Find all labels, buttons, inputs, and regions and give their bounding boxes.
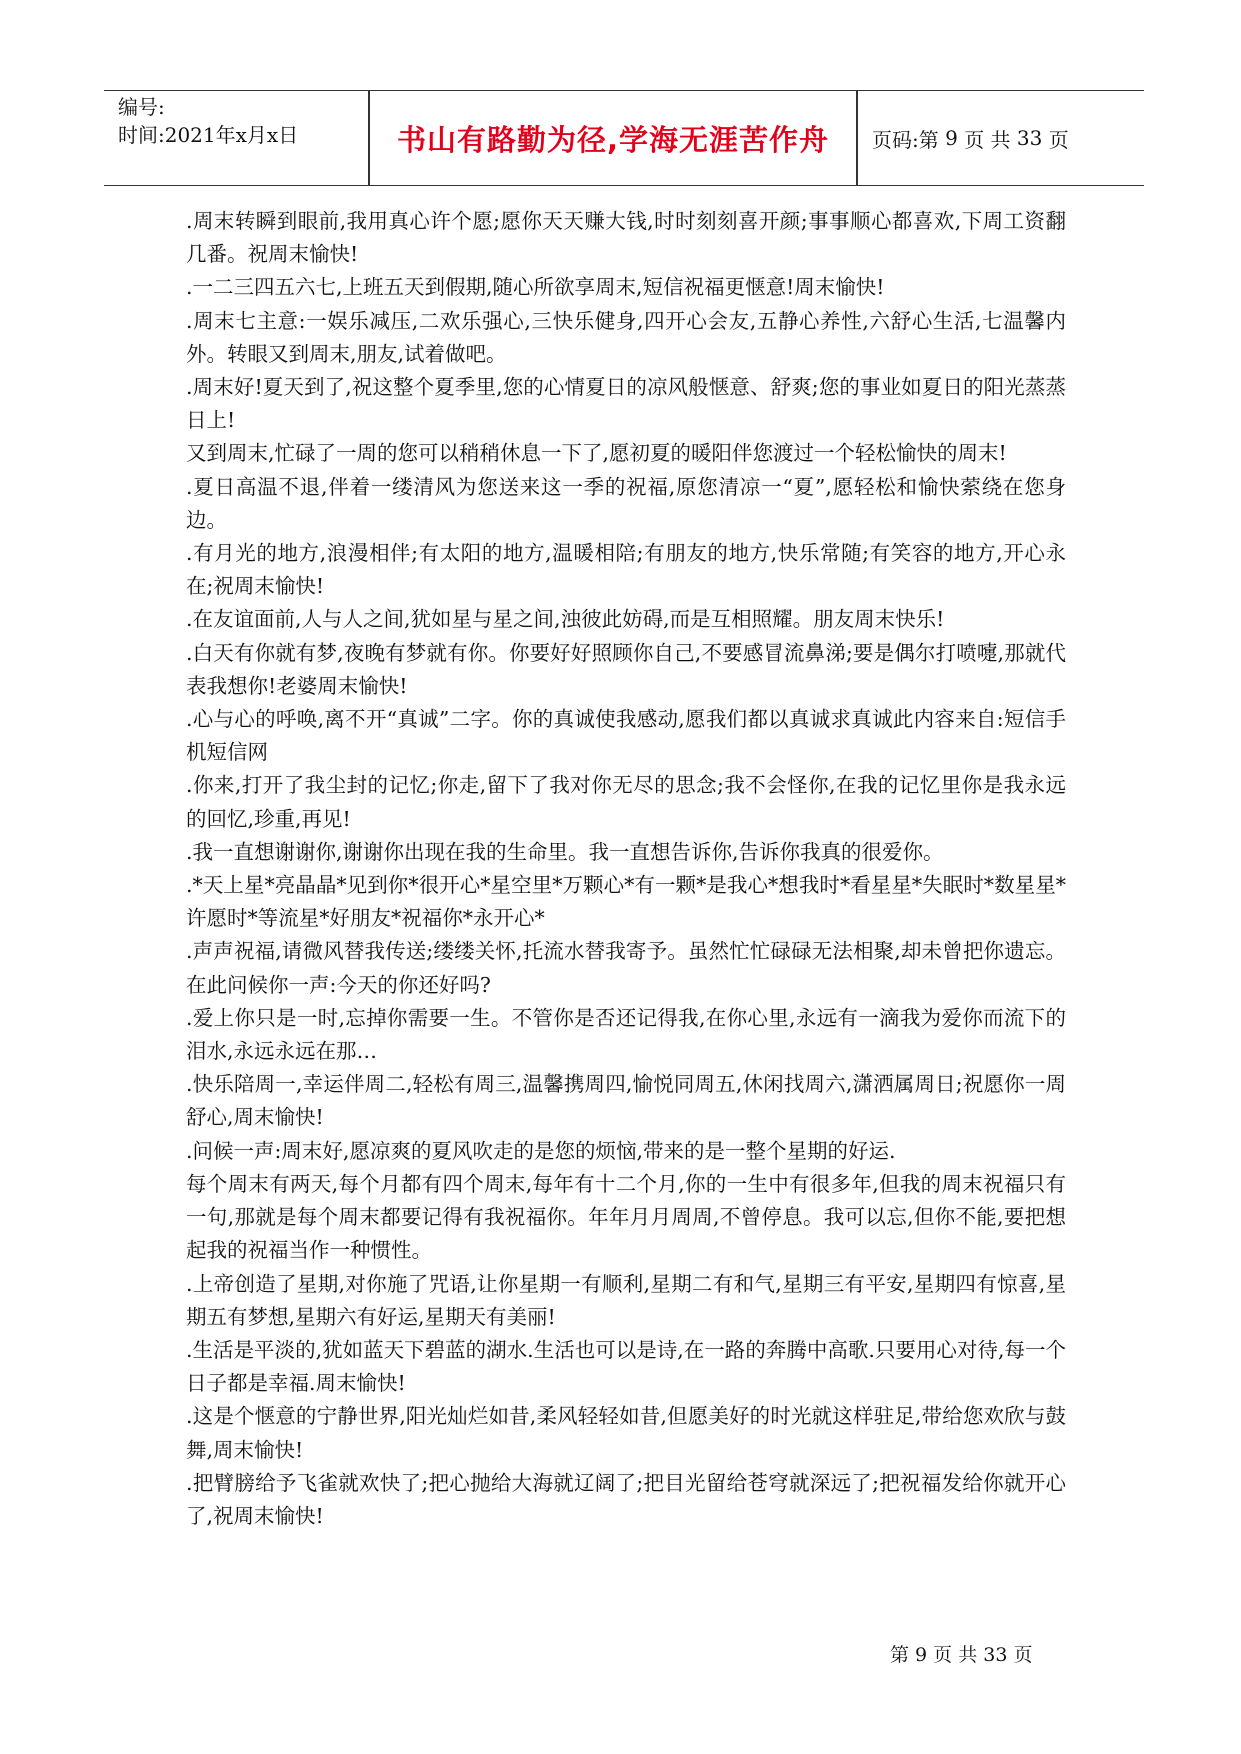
paragraph: .问候一声:周末好,愿凉爽的夏风吹走的是您的烦恼,带来的是一整个星期的好运. — [186, 1138, 896, 1163]
paragraph: .白天有你就有梦,夜晚有梦就有你。你要好好照顾你自己,不要感冒流鼻涕;要是偶尔打喷嚏,那就代表我想你!老婆周末愉快! — [186, 640, 1066, 698]
paragraph: .这是个惬意的宁静世界,阳光灿烂如昔,柔风轻轻如昔,但愿美好的时光就这样驻足,带给您欢欣与鼓舞,周末愉快! — [186, 1404, 1066, 1462]
paragraph: .夏日高温不退,伴着一缕清风为您送来这一季的祝福,原您清凉一“夏”,愿轻松和愉快萦绕在您身边。 — [186, 474, 1066, 532]
page-suffix: 页 — [1048, 127, 1069, 152]
paragraph: .你来,打开了我尘封的记忆;你走,留下了我对你无尽的思念;我不会怪你,在我的记忆里你是我永远的回忆,珍重,再见! — [186, 773, 1066, 831]
header-page-number — [864, 91, 1152, 185]
paragraph: .我一直想谢谢你,谢谢你出现在我的生命里。我一直想告诉你,告诉你我真的很爱你。 — [186, 839, 944, 864]
paragraph: .周末七主意:一娱乐减压,二欢乐强心,三快乐健身,四开心会友,五静心养性,六舒心生活,七温馨内外。转眼又到周末,朋友,试着做吧。 — [186, 308, 1066, 366]
paragraph: .上帝创造了星期,对你施了咒语,让你星期一有顺利,星期二有和气,星期三有平安,星期四有惊喜,星期五有梦想,星期六有好运,星期天有美丽! — [186, 1271, 1066, 1329]
number-label: 编号: — [118, 95, 165, 119]
paragraph: .生活是平淡的,犹如蓝天下碧蓝的湖水.生活也可以是诗,在一路的奔腾中高歌.只要用心对待,每一个日子都是幸福.周末愉快! — [186, 1337, 1066, 1396]
header-motto: 书山有路勤为径,学海无涯苦作舟 — [396, 122, 830, 157]
paragraph: .把臂膀给予飞雀就欢快了;把心抛给大海就辽阔了;把目光留给苍穹就深远了;把祝福发给你就开心了,祝周末愉快! — [186, 1470, 1066, 1528]
page-num: 9 — [945, 126, 958, 150]
paragraph: 每个周末有两天,每个月都有四个周末,每年有十二个月,你的一生中有很多年,但我的周末祝福只有一句,那就是每个周末都要记得有我祝福你。年年月月周周,不曾停息。我可以忘,但你不能,要把想起我的祝福当作一种惯性。 — [186, 1171, 1066, 1263]
paragraph: .爱上你只是一时,忘掉你需要一生。不管你是否还记得我,在你心里,永远有一滴我为爱你而流下的泪水,永远永远在那… — [186, 1005, 1066, 1064]
page-mid: 页 共 — [964, 127, 1011, 152]
paragraph: .有月光的地方,浪漫相伴;有太阳的地方,温暖相陪;有朋友的地方,快乐常随;有笑容的地方,开心永在;祝周末愉快! — [186, 541, 1066, 599]
paragraph: .声声祝福,请微风替我传送;缕缕关怀,托流水替我寄予。虽然忙忙碌碌无法相聚,却未曾把你遗忘。在此问候你一声:今天的你还好吗? — [186, 939, 1066, 997]
header-divider — [856, 91, 858, 185]
paragraph: .在友谊面前,人与人之间,犹如星与星之间,浊彼此妨碍,而是互相照耀。朋友周末快乐! — [186, 607, 945, 632]
page-prefix: 页码:第 — [872, 127, 939, 152]
document-body — [186, 205, 1066, 1533]
page-total: 33 — [1016, 126, 1043, 150]
page-footer: 第 9 页 共 33 页 — [890, 1644, 1033, 1666]
paragraph: .周末转瞬到眼前,我用真心许个愿;愿你天天赚大钱,时时刻刻喜开颜;事事顺心都喜欢,下周工资翻几番。祝周末愉快! — [186, 209, 1066, 267]
paragraph: 又到周末,忙碌了一周的您可以稍稍休息一下了,愿初夏的暖阳伴您渡过一个轻松愉快的周末! — [186, 441, 1007, 466]
paragraph: .一二三四五六七,上班五天到假期,随心所欲享周末,短信祝福更惬意!周末愉快! — [186, 275, 885, 300]
page-header — [104, 90, 1144, 186]
paragraph: .心与心的呼唤,离不开“真诚”二字。你的真诚使我感动,愿我们都以真诚求真诚此内容来自:短信手机短信网 — [186, 707, 1066, 765]
paragraph: .*天上星*亮晶晶*见到你*很开心*星空里*万颗心*有一颗*是我心*想我时*看星星*失眠时*数星星*许愿时*等流星*好朋友*祝福你*永开心* — [186, 873, 1066, 931]
paragraph: .快乐陪周一,幸运伴周二,轻松有周三,温馨携周四,愉悦同周五,休闲找周六,潇洒属周日;祝愿你一周舒心,周末愉快! — [186, 1072, 1066, 1130]
header-meta — [118, 93, 374, 149]
time-label: 时间:2021年x月x日 — [118, 123, 299, 147]
paragraph: .周末好!夏天到了,祝这整个夏季里,您的心情夏日的凉风般惬意、舒爽;您的事业如夏日的阳光蒸蒸日上! — [186, 375, 1066, 433]
